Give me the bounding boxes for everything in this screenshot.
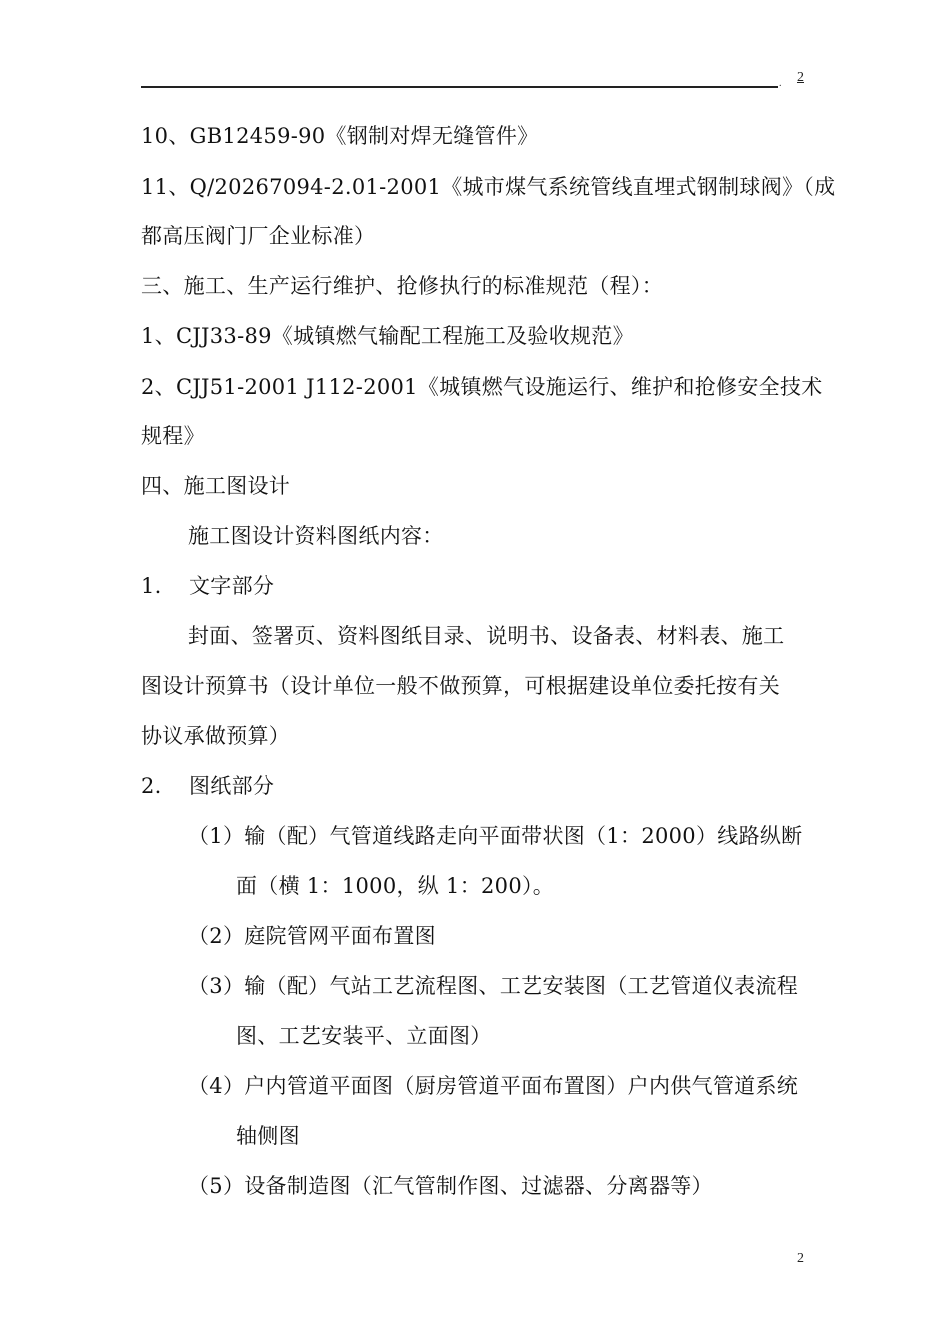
- list-item-heading: [141, 572, 274, 600]
- text-line: 协议承做预算）: [141, 724, 291, 748]
- text-line: （2）庭院管网平面布置图: [188, 924, 436, 948]
- text-line: 都高压阀门厂企业标准）: [141, 224, 376, 248]
- text-line: 图、工艺安装平、立面图）: [236, 1024, 492, 1048]
- text-line: 11、Q/20267094-2.01-2001《城市煤气系统管线直埋式钢制球阀》（成: [141, 175, 836, 199]
- header-rule: [141, 86, 778, 88]
- section-heading: 四、施工图设计: [141, 474, 291, 498]
- text-line: 10、GB12459-90《钢制对焊无缝管件》: [141, 124, 539, 148]
- text-line: 2、CJJ51-2001 J112-2001《城镇燃气设施运行、维护和抢修安全技术: [141, 375, 823, 399]
- text-line: 面（横 1：1000，纵 1：200）。: [236, 874, 555, 898]
- text-line: 1、CJJ33-89《城镇燃气输配工程施工及验收规范》: [141, 324, 634, 348]
- list-number: 1.: [141, 574, 162, 598]
- text-line: 施工图设计资料图纸内容：: [188, 524, 444, 548]
- header-page-number: 2: [797, 70, 804, 85]
- text-line: 规程》: [141, 424, 205, 448]
- text-line: 轴侧图: [236, 1124, 300, 1148]
- footer-page-number: 2: [797, 1251, 804, 1266]
- list-number: 2.: [141, 774, 162, 798]
- text-line: 封面、签署页、资料图纸目录、说明书、设备表、材料表、施工: [188, 624, 785, 648]
- text-line: （3）输（配）气站工艺流程图、工艺安装图（工艺管道仪表流程: [188, 974, 799, 998]
- header-mark: .: [779, 78, 782, 89]
- text-line: 图设计预算书（设计单位一般不做预算，可根据建设单位委托按有关: [141, 674, 780, 698]
- section-heading: 三、施工、生产运行维护、抢修执行的标准规范（程）：: [141, 274, 663, 298]
- text-line: （5）设备制造图（汇气管制作图、过滤器、分离器等）: [188, 1174, 713, 1198]
- text-line: （1）输（配）气管道线路走向平面带状图（1：2000）线路纵断: [188, 824, 803, 848]
- list-label: 文字部分: [189, 574, 275, 598]
- list-label: 图纸部分: [189, 774, 275, 798]
- list-item-heading: [141, 772, 274, 800]
- text-line: （4）户内管道平面图（厨房管道平面布置图）户内供气管道系统: [188, 1074, 799, 1098]
